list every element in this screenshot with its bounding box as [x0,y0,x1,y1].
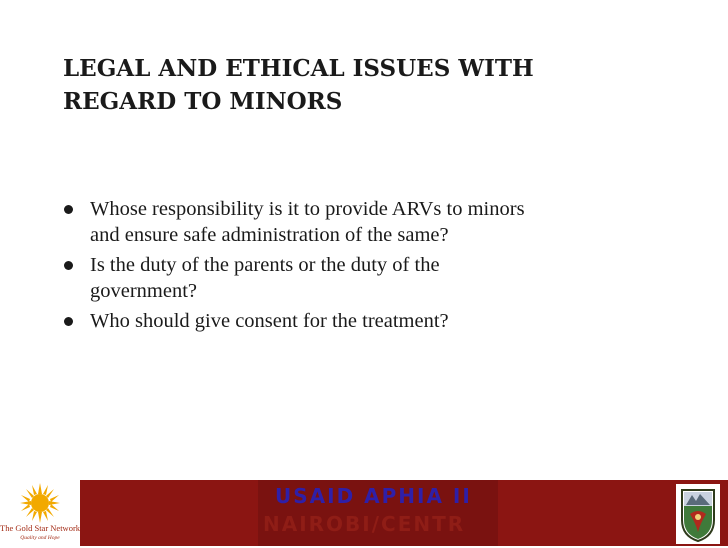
coat-of-arms-icon [676,484,720,544]
nairobi-central-label: NAIROBI/CENTR [263,512,466,536]
bullet-text-line: Whose responsibility is it to provide ARVs to minors [90,198,525,220]
slide-title-line: REGARD TO MINORS [63,88,343,115]
coat-of-arms-graphic [676,484,720,544]
slide-title-line: LEGAL AND ETHICAL ISSUES WITH [63,55,534,82]
bullet-item [62,308,682,334]
bullet-text-line: Is the duty of the parents or the duty of the [90,254,440,276]
bullet-item [62,252,682,304]
logo-network-name: The Gold Star Network [0,523,81,533]
bullet-dot-icon [64,317,73,326]
bullet-text-line: and ensure safe administration of the same? [90,224,449,246]
bullet-item [62,196,682,248]
bullet-dot-icon [64,205,73,214]
bullet-list [62,196,682,338]
bullet-text-line: Who should give consent for the treatment? [90,310,449,332]
bullet-dot-icon [64,261,73,270]
usaid-aphia-label: USAID APHIA II [275,484,472,508]
bullet-text-line: government? [90,280,198,302]
slide-title [63,52,663,118]
logo-tagline: Quality and Hope [20,535,60,541]
sun-icon [18,482,62,524]
